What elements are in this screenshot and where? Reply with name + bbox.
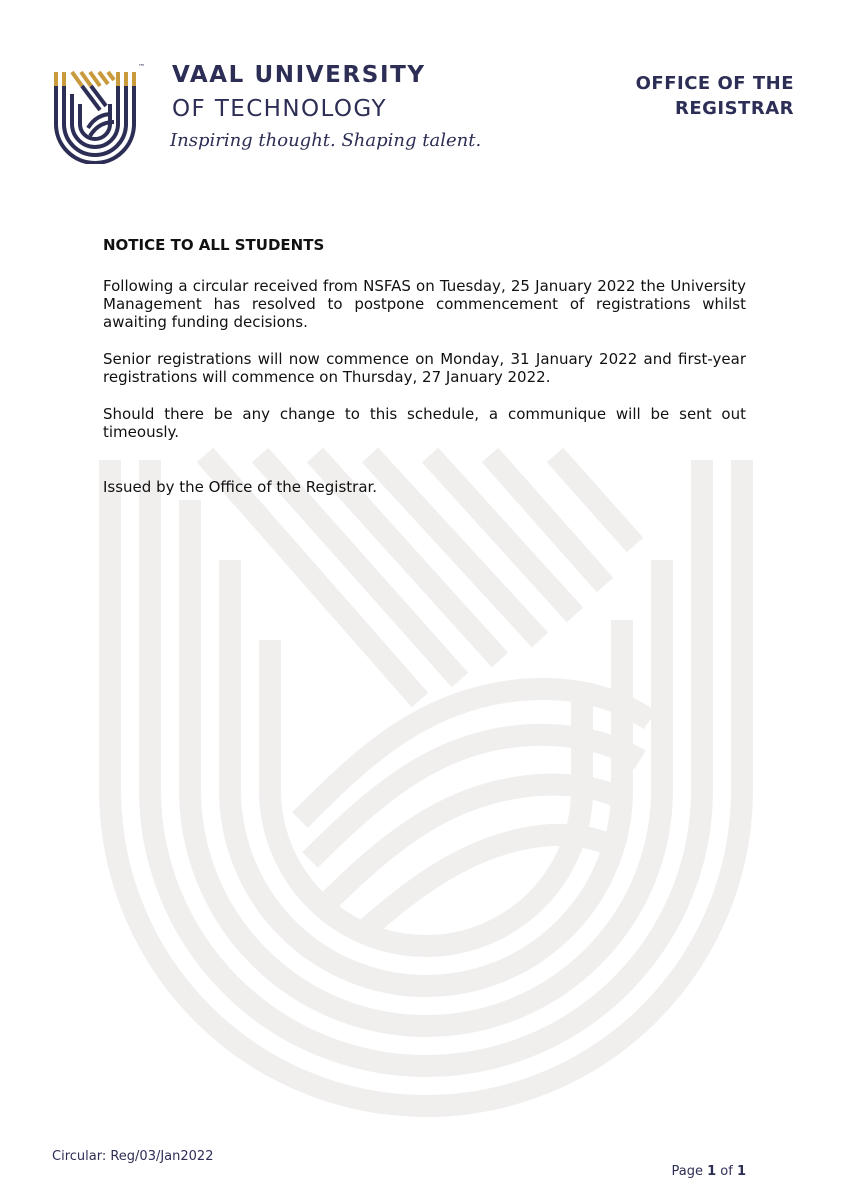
circular-reference: Circular: Reg/03/Jan2022 xyxy=(52,1149,214,1164)
page-total: 1 xyxy=(736,1164,746,1179)
issued-by: Issued by the Office of the Registrar. xyxy=(103,478,378,496)
university-tagline: Inspiring thought. Shaping talent. xyxy=(170,130,482,151)
page-current: 1 xyxy=(707,1164,717,1179)
notice-paragraph-2: Senior registrations will now commence on Monday, 31 January 2022 and first-year registrations will commence on Thursday, 27 January 2022. xyxy=(103,350,746,386)
university-subtitle: OF TECHNOLOGY xyxy=(172,96,387,122)
office-line-2: REGISTRAR xyxy=(674,98,794,119)
university-name: VAAL UNIVERSITY xyxy=(172,62,426,88)
page-prefix: Page xyxy=(671,1164,703,1179)
vut-u-logo-icon xyxy=(48,64,158,164)
office-line-1: OFFICE OF THE xyxy=(635,73,794,94)
page-of: of xyxy=(720,1164,733,1179)
page-number xyxy=(671,1164,746,1179)
trademark-symbol: ™ xyxy=(138,63,145,71)
notice-paragraph-3: Should there be any change to this schedule, a communique will be sent out timeously. xyxy=(103,405,746,441)
notice-paragraph-1: Following a circular received from NSFAS on Tuesday, 25 January 2022 the University Management has resolved to postpone commencement of registrations whilst awaiting funding decisions. xyxy=(103,277,746,331)
office-heading xyxy=(636,71,794,121)
notice-body xyxy=(103,236,746,515)
notice-title: NOTICE TO ALL STUDENTS xyxy=(103,236,325,254)
